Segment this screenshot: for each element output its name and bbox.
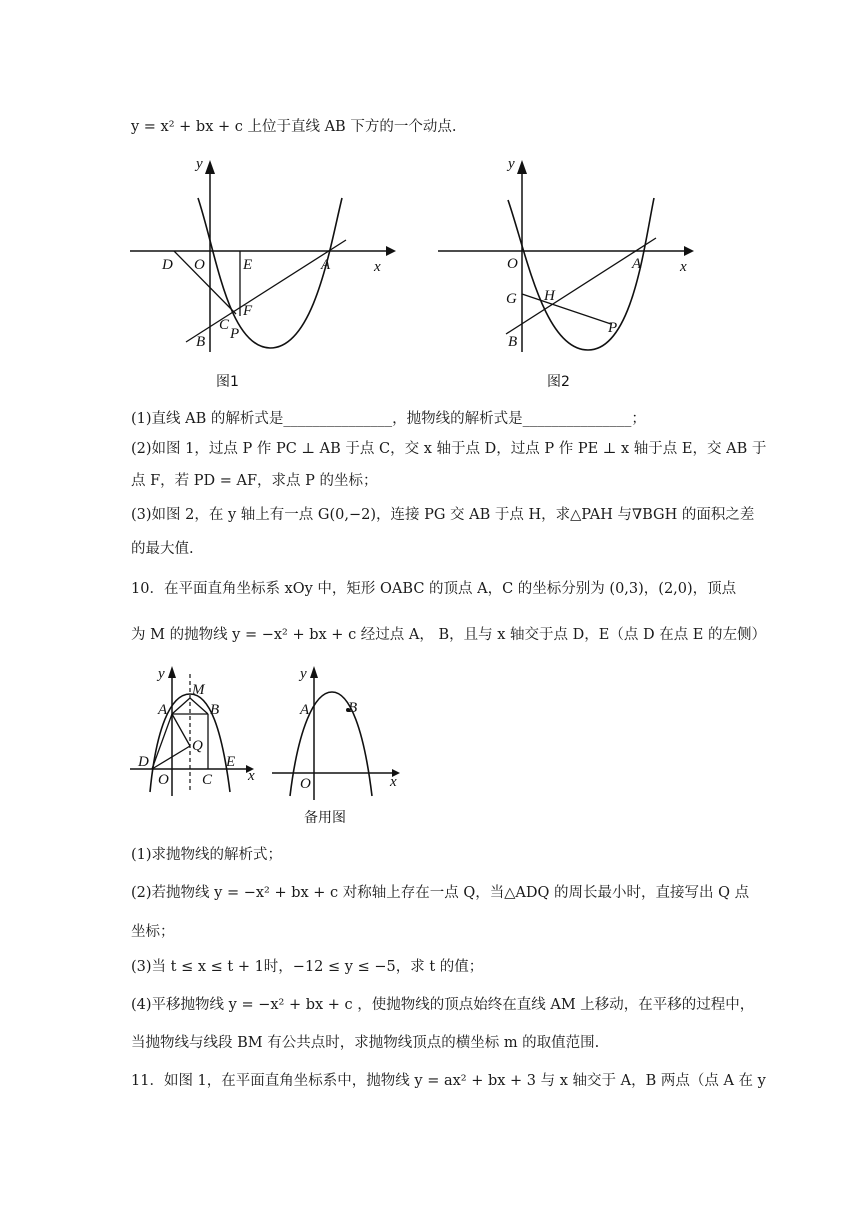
label-P: P — [608, 320, 618, 336]
label-A: A — [632, 256, 642, 272]
label-E: E — [226, 754, 236, 770]
label-H: H — [544, 288, 555, 304]
label-C: C — [219, 317, 230, 333]
line-AQ — [172, 714, 190, 746]
line-GP — [522, 294, 611, 324]
x-axis-arrow — [684, 246, 694, 256]
label-y: y — [300, 666, 307, 682]
figure-1-caption: 图1 — [216, 374, 239, 390]
parabola — [508, 198, 654, 350]
label-M: M — [192, 682, 205, 698]
line-MB — [190, 698, 208, 714]
label-C: C — [202, 772, 213, 788]
label-x: x — [680, 259, 687, 275]
q9-part3-line2: 的最大值. — [131, 541, 194, 557]
q11-line1: 11．如图 1，在平面直角坐标系中，抛物线 y = ax² + bx + 3 与 x 轴交于 A，B 两点（点 A 在 y — [131, 1073, 766, 1089]
q10-part4-line2: 当抛物线与线段 BM 有公共点时，求抛物线顶点的横坐标 m 的取值范围. — [131, 1035, 600, 1051]
label-E: E — [243, 257, 253, 273]
q10-part2-line2: 坐标； — [131, 924, 175, 940]
figure-3 — [128, 660, 263, 804]
q9-part3-line1: (3)如图 2，在 y 轴上有一点 G(0,−2)，连接 PG 交 AB 于点 H，求△PAH 与∇BGH 的面积之差 — [131, 507, 755, 523]
y-axis-arrow — [517, 160, 527, 174]
label-B: B — [196, 334, 206, 350]
q10-line2: 为 M 的抛物线 y = −x² + bx + c 经过点 A， B，且与 x 轴交于点 D，E（点 D 在点 E 的左侧） — [131, 627, 767, 643]
q10-part4-line1: (4)平移抛物线 y = −x² + bx + c ，使抛物线的顶点始终在直线 AM 上移动，在平移的过程中， — [131, 997, 755, 1013]
line-DA — [152, 714, 172, 769]
figure-1 — [128, 152, 398, 401]
label-O: O — [300, 776, 311, 792]
label-D: D — [162, 257, 173, 273]
label-A: A — [300, 702, 310, 718]
y-axis-arrow — [205, 160, 215, 174]
q9-part1: (1)直线 AB 的解析式是_______________，抛物线的解析式是_______________； — [131, 411, 646, 427]
x-axis-arrow — [386, 246, 396, 256]
label-O: O — [507, 256, 518, 272]
line-PD — [174, 251, 236, 314]
q10-part2-line1: (2)若抛物线 y = −x² + bx + c 对称轴上存在一点 Q，当△ADQ 的周长最小时，直接写出 Q 点 — [131, 885, 750, 901]
q10-line1: 10．在平面直角坐标系 xOy 中，矩形 OABC 的顶点 A，C 的坐标分别为 (0,3)，(2,0)，顶点 — [131, 581, 737, 597]
label-P: P — [230, 326, 240, 342]
problem9-intro-tail: y = x² + bx + c 上位于直线 AB 下方的一个动点. — [131, 119, 457, 135]
label-D: D — [138, 754, 149, 770]
q9-part2-line2: 点 F，若 PD = AF，求点 P 的坐标； — [131, 473, 378, 489]
label-x: x — [390, 774, 397, 790]
label-O: O — [158, 772, 169, 788]
label-Q: Q — [192, 738, 203, 754]
label-O: O — [194, 257, 205, 273]
label-F: F — [243, 303, 253, 319]
label-G: G — [506, 291, 517, 307]
label-B: B — [508, 334, 518, 350]
line-AB — [506, 238, 656, 334]
q10-part3: (3)当 t ≤ x ≤ t + 1时，−12 ≤ y ≤ −5，求 t 的值； — [131, 959, 484, 975]
figure-2 — [436, 152, 706, 401]
label-y: y — [508, 156, 515, 172]
figure-4-backup — [270, 660, 405, 834]
line-DQ — [152, 746, 190, 769]
figure-4-caption: 备用图 — [304, 810, 346, 826]
label-B: B — [210, 702, 220, 718]
label-x: x — [248, 768, 255, 784]
line-AM — [172, 698, 190, 714]
q10-part1: (1)求抛物线的解析式； — [131, 847, 283, 863]
q9-part2-line1: (2)如图 1，过点 P 作 PC ⊥ AB 于点 C，交 x 轴于点 D，过点 P 作 PE ⊥ x 轴于点 E，交 AB 于 — [131, 441, 767, 457]
figure-2-caption: 图2 — [547, 374, 570, 390]
label-A: A — [321, 257, 331, 273]
label-B: B — [348, 700, 358, 716]
label-A: A — [158, 702, 168, 718]
label-y: y — [158, 666, 165, 682]
label-x: x — [374, 259, 381, 275]
label-y: y — [196, 156, 203, 172]
